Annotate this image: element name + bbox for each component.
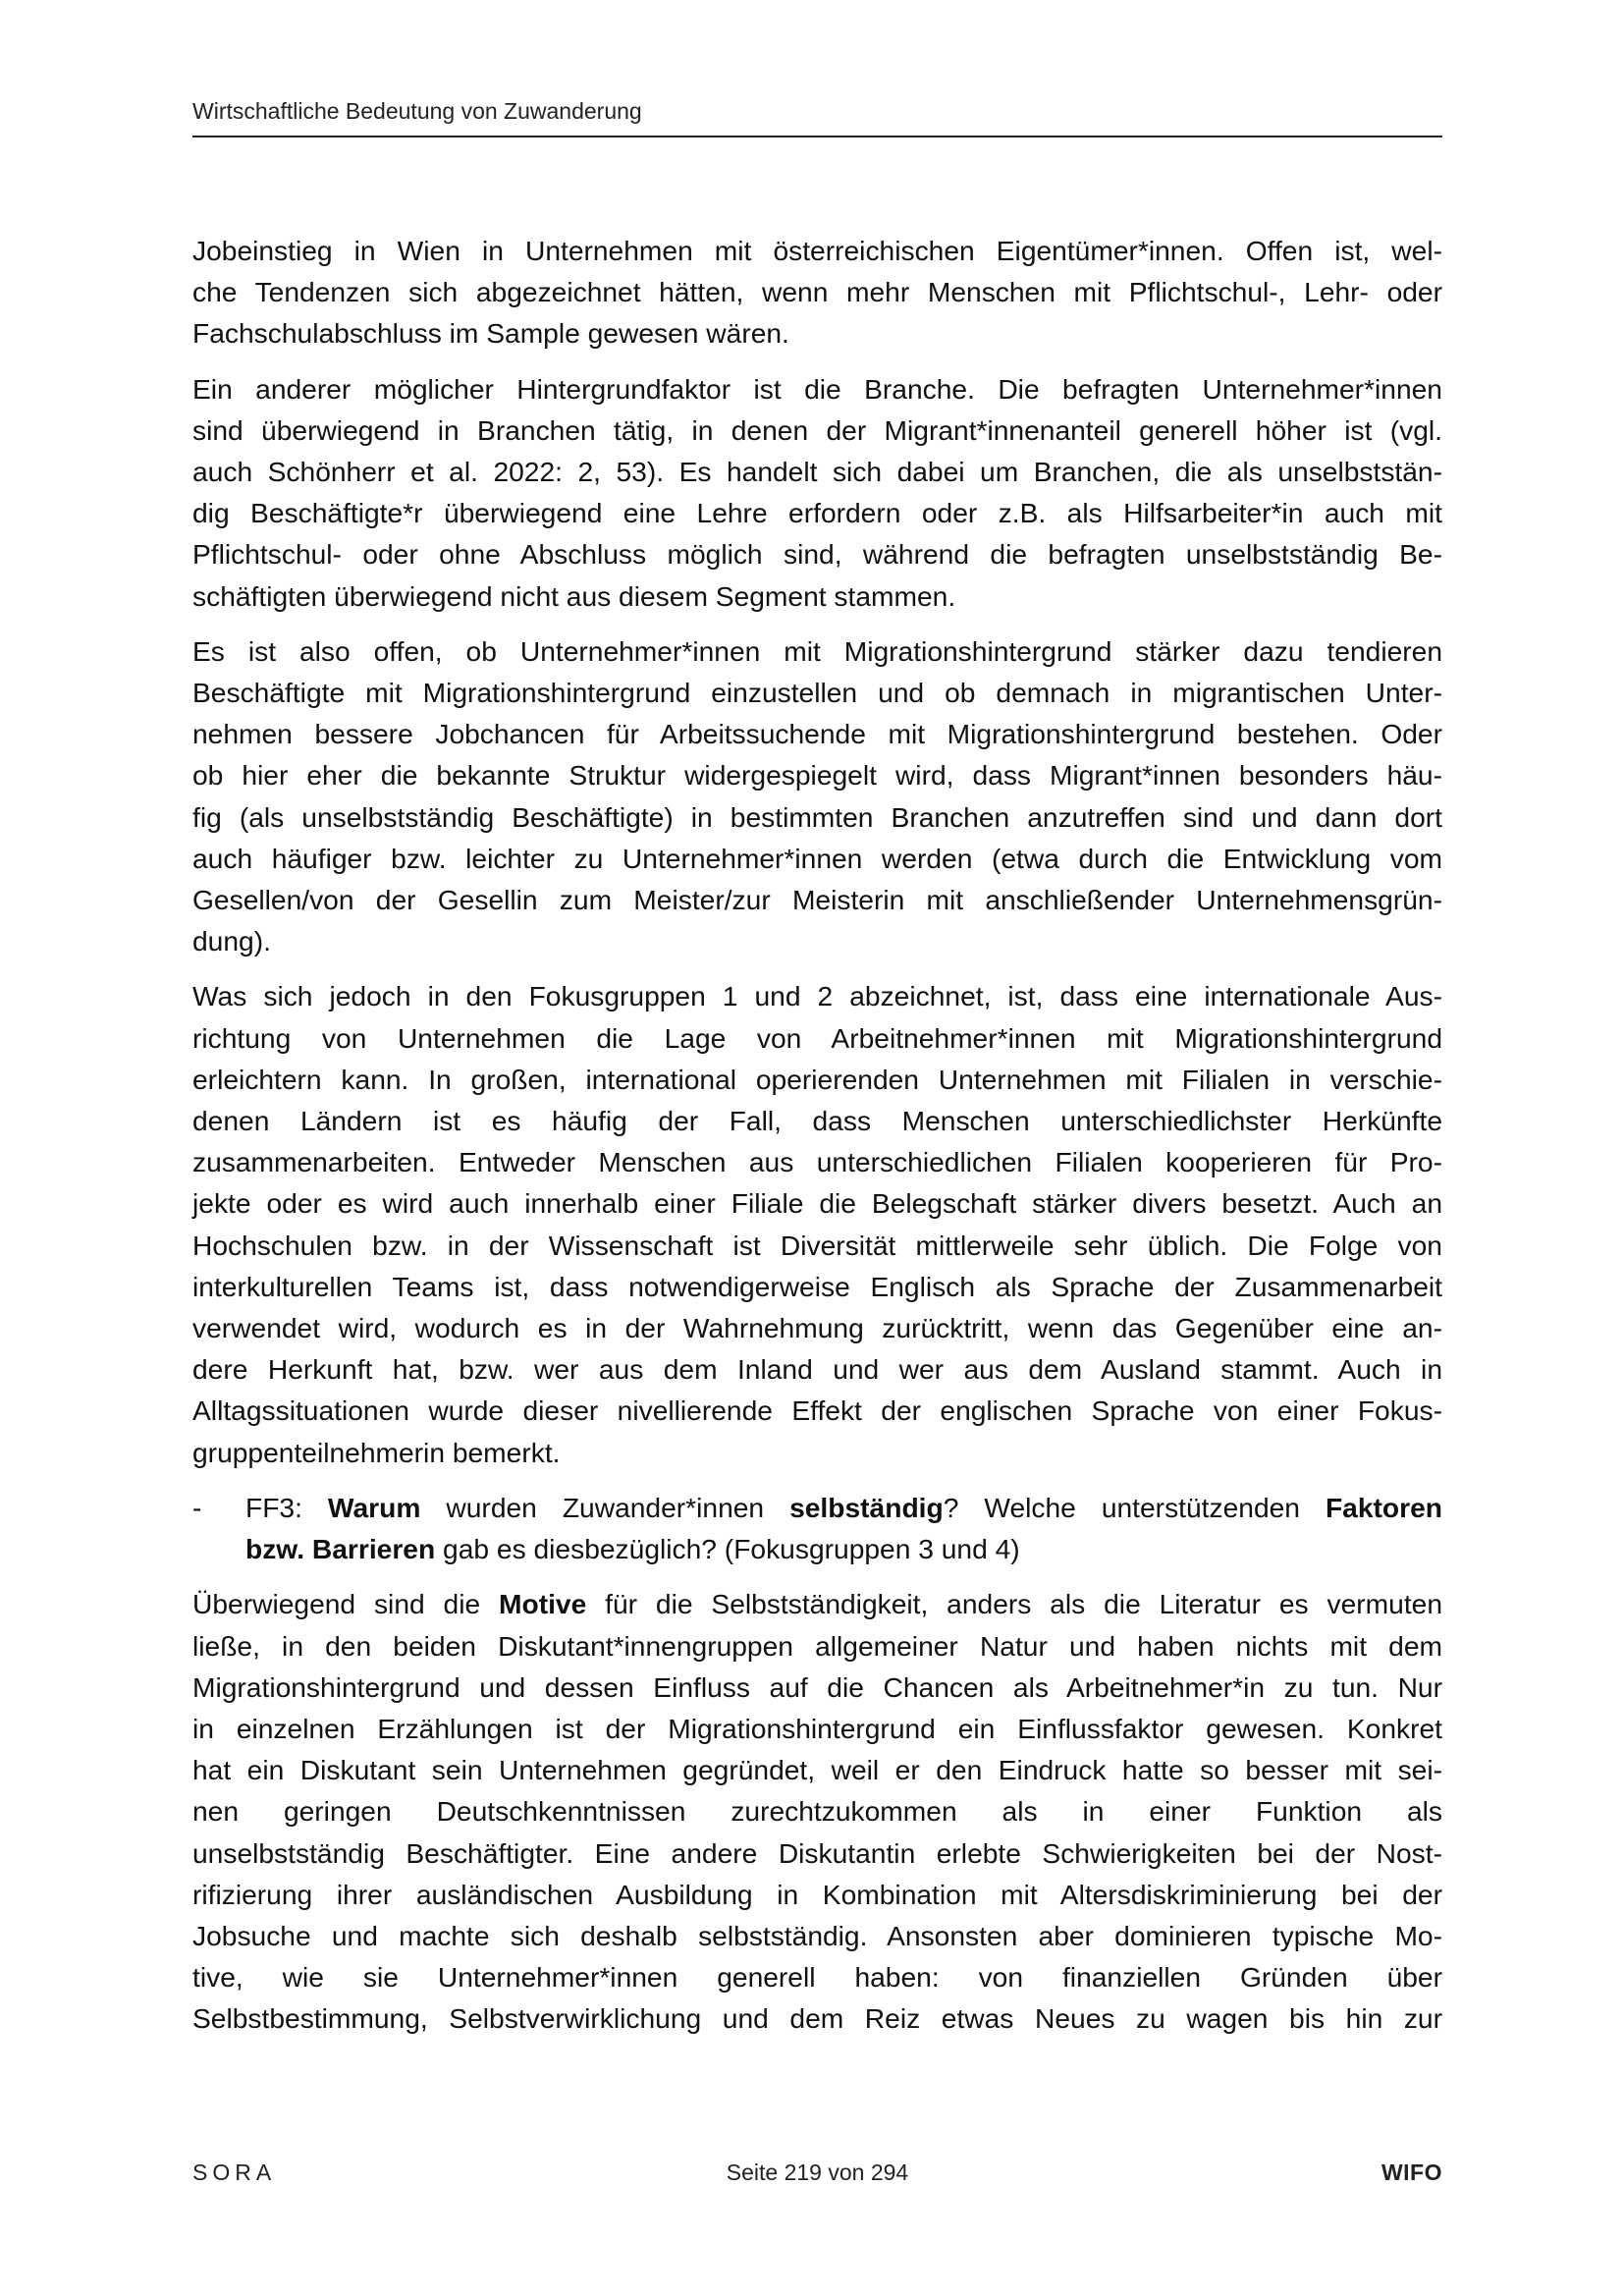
text-line: nehmen bessere Jobchancen für Arbeitssuchende mit Migrationshintergrund bestehen. Oder bbox=[192, 718, 1442, 750]
text-line: auch Schönherr et al. 2022: 2, 53). Es handelt sich dabei um Branchen, die als unselbststän- bbox=[192, 456, 1442, 488]
bullet-text: ? Welche unterstützenden bbox=[943, 1491, 1326, 1523]
paragraph-4 bbox=[192, 975, 1442, 1472]
footer-wifo-logo: WIFO bbox=[1380, 2159, 1442, 2185]
text-line: Gesellen/von der Gesellin zum Meister/zur Meisterin mit anschließender Unternehmensgrün- bbox=[192, 884, 1442, 916]
text-line: Pflichtschul- oder ohne Abschluss möglich sind, während die befragten unselbstständig Be- bbox=[192, 538, 1442, 571]
text-line: unselbstständig Beschäftigter. Eine andere Diskutantin erlebte Schwierigkeiten bei der Nost- bbox=[192, 1836, 1442, 1869]
text-line: schäftigten überwiegend nicht aus diesem Segment stammen. bbox=[192, 579, 956, 612]
text-line: dung). bbox=[192, 925, 271, 957]
paragraph-5 bbox=[192, 1583, 1442, 2039]
text-line: zusammenarbeiten. Entweder Menschen aus unterschiedlichen Filialen kooperieren für Pro- bbox=[192, 1146, 1442, 1178]
research-question-bullet bbox=[192, 1487, 1442, 1569]
text-line: nen geringen Deutschkenntnissen zurechtzukommen als in einer Funktion als bbox=[192, 1795, 1442, 1828]
text-line: Migrationshintergrund und dessen Einfluss auf die Chancen als Arbeitnehmer*in zu tun. Nur bbox=[192, 1670, 1442, 1703]
text-line: denen Ländern ist es häufig der Fall, dass Menschen unterschiedlichster Herkünfte bbox=[192, 1105, 1442, 1137]
text-line: che Tendenzen sich abgezeichnet hätten, wenn mehr Menschen mit Pflichtschul-, Lehr- oder bbox=[192, 276, 1442, 308]
text-line: jekte oder es wird auch innerhalb einer Filiale die Belegschaft stärker divers besetzt. Auch an bbox=[192, 1187, 1442, 1220]
text-line: Hochschulen bzw. in der Wissenschaft ist Diversität mittlerweile sehr üblich. Die Folge von bbox=[192, 1229, 1442, 1261]
paragraph-1 bbox=[192, 230, 1442, 355]
text-line: ob hier eher die bekannte Struktur widergespiegelt wird, dass Migrant*innen besonders häu- bbox=[192, 759, 1442, 792]
bold-term: bzw. Barrieren bbox=[245, 1533, 436, 1565]
page-number: Seite 219 von 294 bbox=[726, 2159, 909, 2185]
text-line: gruppenteilnehmerin bemerkt. bbox=[192, 1436, 561, 1468]
bullet-text: gab es diesbezüglich? (Fokusgruppen 3 und 4) bbox=[435, 1533, 1020, 1565]
inline-text: Überwiegend sind die bbox=[192, 1588, 500, 1620]
text-line: hat ein Diskutant sein Unternehmen gegründet, weil er den Eindruck hatte so besser mit sei- bbox=[192, 1754, 1442, 1786]
text-line: ließe, in den beiden Diskutant*innengruppen allgemeiner Natur und haben nichts mit dem bbox=[192, 1629, 1442, 1662]
bullet-dash: - bbox=[192, 1491, 202, 1523]
text-line: Beschäftigte mit Migrationshintergrund einzustellen und ob demnach in migrantischen Unter- bbox=[192, 677, 1442, 709]
text-line: Selbstbestimmung, Selbstverwirklichung und dem Reiz etwas Neues zu wagen bis hin zur bbox=[192, 2002, 1442, 2035]
main-content bbox=[192, 230, 1442, 2053]
text-line: auch häufiger bzw. leichter zu Unternehmer*innen werden (etwa durch die Entwicklung vom bbox=[192, 842, 1442, 874]
footer-sora-logo: SORA bbox=[192, 2159, 277, 2185]
text-line: tive, wie sie Unternehmer*innen generell haben: von finanziellen Gründen über bbox=[192, 1961, 1442, 1994]
bold-term: Warum bbox=[327, 1491, 421, 1523]
text-line: richtung von Unternehmen die Lage von Arbeitnehmer*innen mit Migrationshintergrund bbox=[192, 1021, 1442, 1054]
text-line: Was sich jedoch in den Fokusgruppen 1 und 2 abzeichnet, ist, dass eine internationale Aus- bbox=[192, 980, 1442, 1012]
page-header bbox=[192, 96, 1442, 137]
text-line: Alltagssituationen wurde dieser nivellierende Effekt der englischen Sprache von einer Fokus- bbox=[192, 1394, 1442, 1427]
inline-text: für die Selbstständigkeit, anders als die Literatur es vermuten bbox=[586, 1588, 1442, 1620]
text-line: Fachschulabschluss im Sample gewesen wären. bbox=[192, 317, 789, 350]
bold-term: Faktoren bbox=[1325, 1491, 1442, 1523]
text-line bbox=[245, 1487, 1442, 1528]
text-line: dig Beschäftigte*r überwiegend eine Lehre erfordern oder z.B. als Hilfsarbeiter*in auch mit bbox=[192, 497, 1442, 529]
text-line: Ein anderer möglicher Hintergrundfaktor ist die Branche. Die befragten Unternehmer*innen bbox=[192, 372, 1442, 405]
text-line: dere Herkunft hat, bzw. wer aus dem Inland und wer aus dem Ausland stammt. Auch in bbox=[192, 1353, 1442, 1386]
text-line: Jobeinstieg in Wien in Unternehmen mit österreichischen Eigentümer*innen. Offen ist, wel- bbox=[192, 235, 1442, 266]
text-line bbox=[192, 1583, 1442, 1624]
bold-term: selbständig bbox=[789, 1491, 944, 1523]
text-line: rifizierung ihrer ausländischen Ausbildung in Kombination mit Altersdiskriminierung bei der bbox=[192, 1878, 1442, 1910]
text-line: in einzelnen Erzählungen ist der Migrationshintergrund ein Einflussfaktor gewesen. Konkret bbox=[192, 1712, 1442, 1744]
text-line: verwendet wird, wodurch es in der Wahrnehmung zurücktritt, wenn das Gegenüber eine an- bbox=[192, 1312, 1442, 1344]
text-line: sind überwiegend in Branchen tätig, in denen der Migrant*innenanteil generell höher ist (vgl. bbox=[192, 413, 1442, 446]
bullet-text: wurden Zuwander*innen bbox=[420, 1491, 790, 1523]
text-line: Es ist also offen, ob Unternehmer*innen mit Migrationshintergrund stärker dazu tendieren bbox=[192, 634, 1442, 667]
header-title: Wirtschaftliche Bedeutung von Zuwanderung bbox=[192, 98, 642, 124]
bold-term: Motive bbox=[499, 1588, 587, 1620]
text-line: interkulturellen Teams ist, dass notwendigerweise Englisch als Sprache der Zusammenarbeit bbox=[192, 1270, 1442, 1302]
paragraph-3 bbox=[192, 630, 1442, 962]
bullet-prefix: FF3: bbox=[245, 1491, 328, 1523]
text-line: fig (als unselbstständig Beschäftigte) in bestimmten Branchen anzutreffen sind und dann dort bbox=[192, 800, 1442, 833]
text-line: erleichtern kann. In großen, international operierenden Unternehmen mit Filialen in verschie- bbox=[192, 1063, 1442, 1095]
page-footer bbox=[192, 2157, 1442, 2196]
text-line bbox=[245, 1528, 1442, 1569]
text-line: Jobsuche und machte sich deshalb selbstständig. Ansonsten aber dominieren typische Mo- bbox=[192, 1919, 1442, 1951]
paragraph-2 bbox=[192, 368, 1442, 617]
